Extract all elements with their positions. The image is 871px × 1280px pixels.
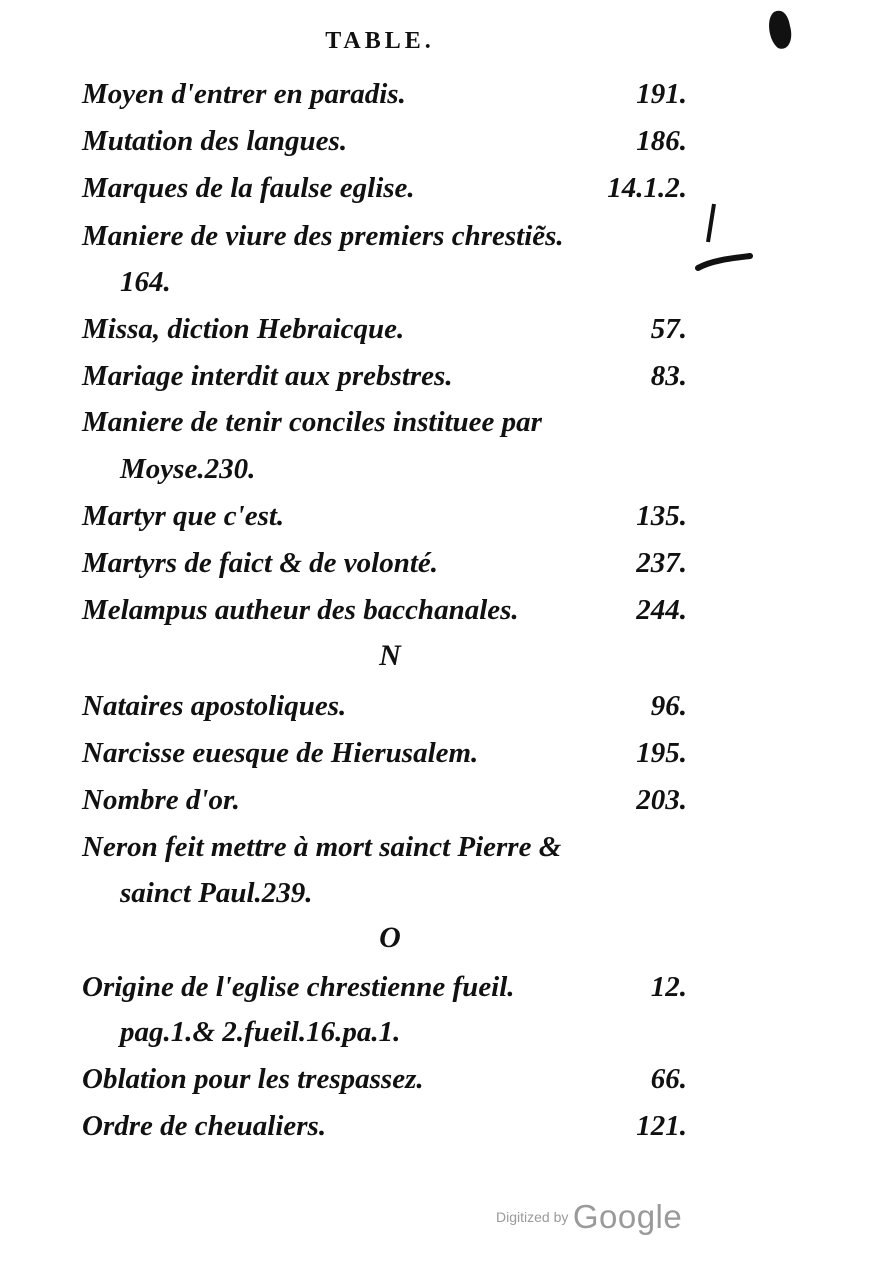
index-entry bbox=[82, 119, 687, 163]
entry-page: 121. bbox=[636, 1110, 687, 1142]
entry-text: Moyen d'entrer en paradis. bbox=[82, 78, 406, 110]
page-header: TABLE. bbox=[325, 28, 435, 54]
entry-page: 57. bbox=[650, 313, 687, 345]
index-entry bbox=[82, 731, 687, 775]
ink-blot-mark bbox=[760, 0, 800, 60]
digitized-watermark bbox=[496, 1198, 682, 1236]
entry-text: Mutation des langues. bbox=[82, 125, 348, 157]
entry-page: 237. bbox=[636, 547, 687, 579]
index-entry bbox=[82, 684, 687, 728]
entry-page: 195. bbox=[636, 737, 687, 769]
entry-page: 14.1.2. bbox=[607, 172, 687, 204]
entry-continuation: pag.1.& 2.fueil.16.pa.1. bbox=[120, 1016, 401, 1048]
entry-page: 203. bbox=[636, 784, 687, 816]
index-entry bbox=[82, 541, 687, 585]
index-entry bbox=[82, 400, 687, 444]
entry-text: Neron feit mettre à mort sainct Pierre & bbox=[82, 831, 562, 863]
entry-page: 186. bbox=[636, 125, 687, 157]
entry-page: 244. bbox=[636, 594, 687, 626]
index-entry bbox=[82, 354, 687, 398]
index-entry bbox=[82, 778, 687, 822]
index-entry bbox=[82, 825, 687, 869]
entry-text: Martyr que c'est. bbox=[82, 500, 285, 532]
entry-continuation: sainct Paul.239. bbox=[120, 877, 313, 909]
entry-continuation: 164. bbox=[120, 266, 171, 298]
section-letter-n: N bbox=[379, 639, 401, 672]
entry-page: 83. bbox=[650, 360, 687, 392]
entry-text: Marques de la faulse eglise. bbox=[82, 172, 415, 204]
entry-text: Oblation pour les trespassez. bbox=[82, 1063, 424, 1095]
entry-text: Missa, diction Hebraicque. bbox=[82, 313, 405, 345]
entry-text: Maniere de tenir conciles instituee par bbox=[82, 406, 542, 438]
index-entry bbox=[82, 1104, 687, 1148]
entry-page: 191. bbox=[636, 78, 687, 110]
index-entry bbox=[82, 307, 687, 351]
index-entry bbox=[82, 965, 687, 1009]
index-entry bbox=[82, 72, 687, 116]
entry-text: Narcisse euesque de Hierusalem. bbox=[82, 737, 479, 769]
entry-continuation: Moyse.230. bbox=[120, 453, 256, 485]
entry-text: Nataires apostoliques. bbox=[82, 690, 347, 722]
entry-text: Maniere de viure des premiers chrestiẽs. bbox=[82, 220, 564, 252]
entry-page: 12. bbox=[650, 971, 687, 1003]
entry-text: Mariage interdit aux prebstres. bbox=[82, 360, 453, 392]
entry-text: Melampus autheur des bacchanales. bbox=[82, 594, 519, 626]
index-entry bbox=[82, 214, 687, 258]
section-letter-o: O bbox=[379, 921, 401, 954]
entry-text: Origine de l'eglise chrestienne fueil. bbox=[82, 971, 515, 1003]
entry-page: 66. bbox=[650, 1063, 687, 1095]
entry-text: Martyrs de faict & de volonté. bbox=[82, 547, 439, 579]
entry-page: 96. bbox=[650, 690, 687, 722]
google-logo: Google bbox=[572, 1198, 683, 1235]
entry-text: Ordre de cheualiers. bbox=[82, 1110, 327, 1142]
digitized-label: Digitized by bbox=[496, 1209, 569, 1225]
index-entry bbox=[82, 1057, 687, 1101]
bracket-mark bbox=[688, 196, 758, 286]
entry-page: 135. bbox=[636, 500, 687, 532]
index-entry bbox=[82, 588, 687, 632]
entry-text: Nombre d'or. bbox=[82, 784, 240, 816]
index-entry bbox=[82, 166, 687, 210]
index-entry bbox=[82, 494, 687, 538]
